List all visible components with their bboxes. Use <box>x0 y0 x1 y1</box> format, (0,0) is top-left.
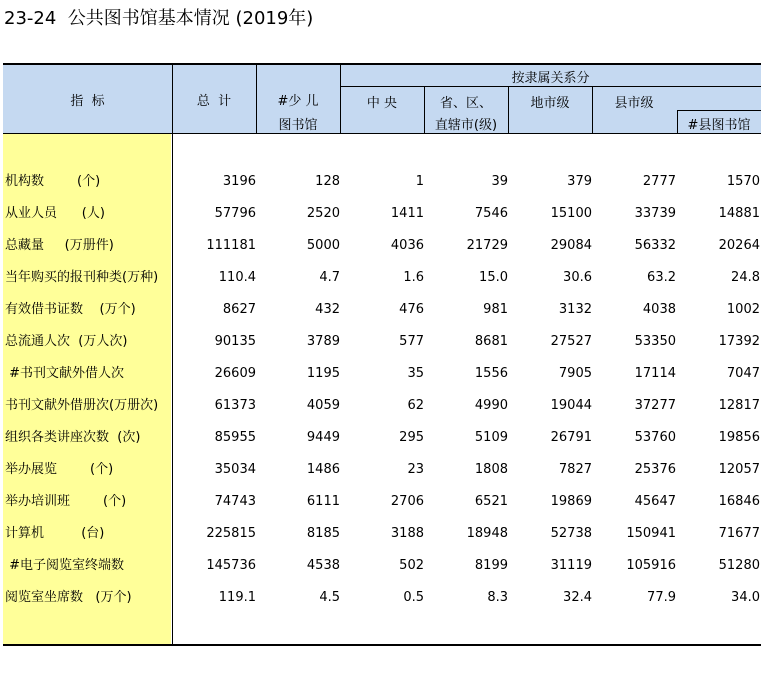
value-total: 74743 <box>214 494 256 509</box>
value-county-library: 24.8 <box>731 270 760 285</box>
value-province: 6521 <box>474 494 508 509</box>
value-central: 1.6 <box>403 270 424 285</box>
value-county-library: 16846 <box>718 494 760 509</box>
value-total: 111181 <box>206 238 256 253</box>
table-row <box>3 269 761 301</box>
table-row <box>3 205 761 237</box>
table-bottom-border <box>3 644 761 646</box>
header-children-line1: #少 儿 <box>277 94 319 109</box>
value-prefecture: 32.4 <box>563 590 592 605</box>
header-children-line2: 图书馆 <box>278 118 318 133</box>
table-row <box>3 525 761 557</box>
value-county-library: 51280 <box>718 558 760 573</box>
affiliation-divider <box>340 86 761 87</box>
value-province: 15.0 <box>479 270 508 285</box>
value-prefecture: 3132 <box>558 302 592 317</box>
value-province: 21729 <box>466 238 508 253</box>
value-children-library: 2520 <box>306 206 340 221</box>
value-county: 53760 <box>634 430 676 445</box>
value-county: 4038 <box>642 302 676 317</box>
value-county-library: 7047 <box>726 366 760 381</box>
value-central: 2706 <box>390 494 424 509</box>
value-central: 23 <box>407 462 424 477</box>
table-row <box>3 173 761 205</box>
value-total: 119.1 <box>218 590 256 605</box>
row-label: 书刊文献外借册次(万册次) <box>5 398 159 413</box>
value-total: 110.4 <box>218 270 256 285</box>
value-total: 57796 <box>214 206 256 221</box>
value-province: 5109 <box>474 430 508 445</box>
value-county: 33739 <box>634 206 676 221</box>
value-county-library: 19856 <box>718 430 760 445</box>
header-county-library: #县图书馆 <box>687 118 751 133</box>
value-total: 61373 <box>214 398 256 413</box>
value-children-library: 128 <box>315 174 340 189</box>
table-top-border <box>3 63 761 65</box>
table-row <box>3 333 761 365</box>
row-label: 总流通人次 (万人次) <box>5 334 128 349</box>
table-row <box>3 365 761 397</box>
value-province: 39 <box>491 174 508 189</box>
value-county-library: 12817 <box>718 398 760 413</box>
header-county: 县市级 <box>614 96 654 111</box>
table-row <box>3 461 761 493</box>
value-province: 1556 <box>474 366 508 381</box>
value-county: 77.9 <box>647 590 676 605</box>
row-label: 阅览室坐席数 (万个) <box>5 590 132 605</box>
value-prefecture: 19044 <box>550 398 592 413</box>
value-prefecture: 7827 <box>558 462 592 477</box>
value-total: 90135 <box>214 334 256 349</box>
county-sub-divider <box>677 110 761 111</box>
value-county-library: 34.0 <box>731 590 760 605</box>
value-county: 2777 <box>642 174 676 189</box>
value-central: 1 <box>415 174 424 189</box>
header-province-line2: 直辖市(级) <box>434 118 498 133</box>
value-central: 4036 <box>390 238 424 253</box>
value-children-library: 3789 <box>306 334 340 349</box>
value-total: 8627 <box>222 302 256 317</box>
row-label: 举办展览 (个) <box>5 462 114 477</box>
value-province: 7546 <box>474 206 508 221</box>
value-central: 502 <box>399 558 424 573</box>
value-prefecture: 7905 <box>558 366 592 381</box>
value-county-library: 17392 <box>718 334 760 349</box>
value-children-library: 8185 <box>306 526 340 541</box>
value-province: 981 <box>483 302 508 317</box>
value-county-library: 12057 <box>718 462 760 477</box>
value-children-library: 4538 <box>306 558 340 573</box>
value-prefecture: 52738 <box>550 526 592 541</box>
value-children-library: 6111 <box>306 494 340 509</box>
value-county-library: 71677 <box>718 526 760 541</box>
header-central: 中 央 <box>366 96 398 111</box>
row-label: 机构数 (个) <box>5 174 101 189</box>
value-county: 56332 <box>634 238 676 253</box>
table-row <box>3 557 761 589</box>
value-total: 225815 <box>206 526 256 541</box>
value-province: 18948 <box>466 526 508 541</box>
value-province: 4990 <box>474 398 508 413</box>
table-row <box>3 429 761 461</box>
value-county: 45647 <box>634 494 676 509</box>
value-central: 3188 <box>390 526 424 541</box>
value-central: 476 <box>399 302 424 317</box>
value-prefecture: 15100 <box>550 206 592 221</box>
value-county: 53350 <box>634 334 676 349</box>
value-county-library: 1570 <box>726 174 760 189</box>
value-province: 8681 <box>474 334 508 349</box>
value-central: 62 <box>407 398 424 413</box>
table-row <box>3 301 761 333</box>
row-label: 举办培训班 (个) <box>5 494 127 509</box>
table-row <box>3 589 761 621</box>
value-county-library: 20264 <box>718 238 760 253</box>
row-label: #电子阅览室终端数 <box>5 558 125 573</box>
value-children-library: 432 <box>315 302 340 317</box>
value-county: 37277 <box>634 398 676 413</box>
value-total: 26609 <box>214 366 256 381</box>
value-central: 1411 <box>390 206 424 221</box>
value-county: 63.2 <box>647 270 676 285</box>
value-children-library: 1486 <box>306 462 340 477</box>
value-county-library: 14881 <box>718 206 760 221</box>
value-total: 145736 <box>206 558 256 573</box>
value-central: 0.5 <box>403 590 424 605</box>
value-central: 35 <box>407 366 424 381</box>
row-label: 组织各类讲座次数 (次) <box>5 430 141 445</box>
value-total: 35034 <box>214 462 256 477</box>
value-children-library: 9449 <box>306 430 340 445</box>
value-prefecture: 379 <box>567 174 592 189</box>
value-province: 8199 <box>474 558 508 573</box>
value-prefecture: 30.6 <box>563 270 592 285</box>
header-bottom-border <box>3 133 761 134</box>
row-label: 从业人员 (人) <box>5 206 105 221</box>
row-label: 计算机 (台) <box>5 526 105 541</box>
value-county-library: 1002 <box>726 302 760 317</box>
value-total: 85955 <box>214 430 256 445</box>
value-county: 150941 <box>626 526 676 541</box>
row-label: 有效借书证数 (万个) <box>5 302 136 317</box>
value-central: 577 <box>399 334 424 349</box>
value-county: 25376 <box>634 462 676 477</box>
header-indicator: 指 标 <box>70 94 105 109</box>
table-row <box>3 397 761 429</box>
value-central: 295 <box>399 430 424 445</box>
value-province: 8.3 <box>487 590 508 605</box>
header-province-line1: 省、区、 <box>439 96 492 111</box>
header-affiliation: 按隶属关系分 <box>511 71 590 86</box>
table-row <box>3 237 761 269</box>
value-children-library: 5000 <box>306 238 340 253</box>
value-prefecture: 19869 <box>550 494 592 509</box>
value-prefecture: 27527 <box>550 334 592 349</box>
value-county: 105916 <box>626 558 676 573</box>
value-province: 1808 <box>474 462 508 477</box>
value-prefecture: 26791 <box>550 430 592 445</box>
header-prefecture: 地市级 <box>530 96 570 111</box>
row-label: 当年购买的报刊种类(万种) <box>5 270 159 285</box>
value-prefecture: 29084 <box>550 238 592 253</box>
row-label: 总藏量 (万册件) <box>5 238 114 253</box>
value-children-library: 4059 <box>306 398 340 413</box>
value-children-library: 4.7 <box>319 270 340 285</box>
table-row <box>3 493 761 525</box>
row-label: #书刊文献外借人次 <box>5 366 125 381</box>
page-title: 23-24 公共图书馆基本情况 (2019年) <box>4 8 314 29</box>
value-children-library: 1195 <box>306 366 340 381</box>
header-total: 总 计 <box>196 94 232 109</box>
value-county: 17114 <box>634 366 676 381</box>
value-prefecture: 31119 <box>550 558 592 573</box>
value-total: 3196 <box>222 174 256 189</box>
value-children-library: 4.5 <box>319 590 340 605</box>
